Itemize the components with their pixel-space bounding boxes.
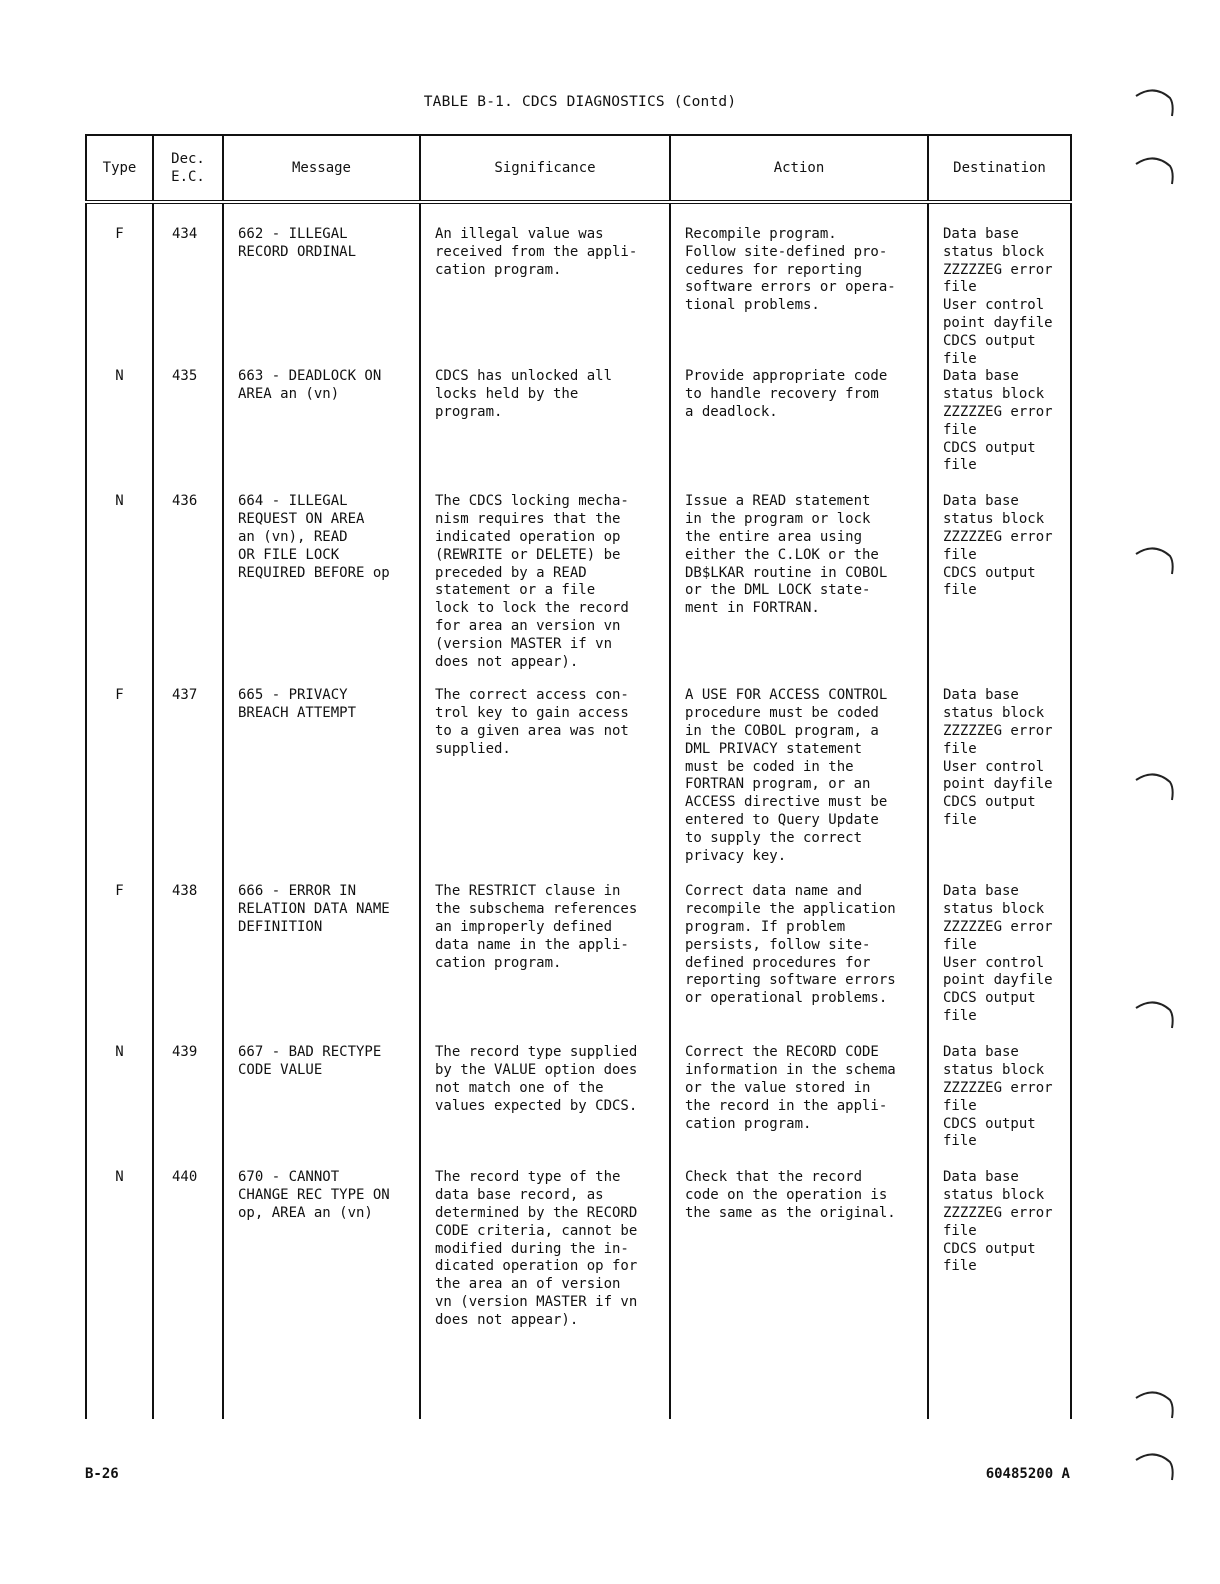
cell-action: Correct the RECORD CODE information in the schema or the value stored in the record in the appli- cation program. [670, 1044, 928, 1169]
cell-dec: 435 [153, 368, 223, 493]
punch-hole-mark-icon [1130, 82, 1178, 122]
cell-significance: An illegal value was received from the appli- cation program. [420, 202, 670, 368]
cell-significance: The RESTRICT clause in the subschema references an improperly defined data name in the appli- cation program. [420, 883, 670, 1044]
cell-message: 670 - CANNOT CHANGE REC TYPE ON op, AREA an (vn) [223, 1169, 420, 1359]
cell-message: 662 - ILLEGAL RECORD ORDINAL [223, 202, 420, 368]
header-destination: Destination [928, 135, 1071, 202]
cell-dec: 434 [153, 202, 223, 368]
page-title: TABLE B-1. CDCS DIAGNOSTICS (Contd) [423, 94, 737, 110]
table-filler-row [86, 1359, 1071, 1419]
cell-significance: The record type supplied by the VALUE option does not match one of the values expected by CDCS. [420, 1044, 670, 1169]
table-row [86, 687, 1071, 883]
cell-message: 666 - ERROR IN RELATION DATA NAME DEFINITION [223, 883, 420, 1044]
header-row [86, 135, 1071, 202]
header-message: Message [223, 135, 420, 202]
cell-message: 667 - BAD RECTYPE CODE VALUE [223, 1044, 420, 1169]
punch-hole-mark-icon [1130, 1384, 1178, 1424]
cell-type: N [86, 1044, 153, 1169]
header-type: Type [86, 135, 153, 202]
cell-destination: Data base status block ZZZZZEG error file User control point dayfile CDCS output file [928, 883, 1071, 1044]
table-row [86, 883, 1071, 1044]
cell-message: 665 - PRIVACY BREACH ATTEMPT [223, 687, 420, 883]
cell-type: N [86, 1169, 153, 1359]
cell-action: Correct data name and recompile the application program. If problem persists, follow site- defined procedures for reporting software errors or operational problems. [670, 883, 928, 1044]
cell-action: Issue a READ statement in the program or lock the entire area using either the C.LOK or the DB$LKAR routine in COBOL or the DML LOCK state- ment in FORTRAN. [670, 493, 928, 687]
cell-type: N [86, 368, 153, 493]
cell-destination: Data base status block ZZZZZEG error file User control point dayfile CDCS output file [928, 202, 1071, 368]
table-row [86, 1044, 1071, 1169]
punch-hole-mark-icon [1130, 540, 1178, 580]
cell-type: F [86, 202, 153, 368]
header-dec-ec: Dec. E.C. [153, 135, 223, 202]
table-row [86, 202, 1071, 368]
cell-action: A USE FOR ACCESS CONTROL procedure must be coded in the COBOL program, a DML PRIVACY statement must be coded in the FORTRAN program, or an ACCESS directive must be entered to Query Update to supply the correct privacy key. [670, 687, 928, 883]
cell-significance: The correct access con- trol key to gain access to a given area was not supplied. [420, 687, 670, 883]
cell-message: 663 - DEADLOCK ON AREA an (vn) [223, 368, 420, 493]
punch-hole-mark-icon [1130, 1446, 1178, 1486]
diagnostics-table [85, 134, 1072, 1419]
punch-hole-mark-icon [1130, 766, 1178, 806]
cell-dec: 438 [153, 883, 223, 1044]
page-number: B-26 [85, 1466, 119, 1482]
cell-message: 664 - ILLEGAL REQUEST ON AREA an (vn), READ OR FILE LOCK REQUIRED BEFORE op [223, 493, 420, 687]
cell-significance: CDCS has unlocked all locks held by the program. [420, 368, 670, 493]
document-number: 60485200 A [985, 1466, 1070, 1482]
cell-destination: Data base status block ZZZZZEG error file CDCS output file [928, 368, 1071, 493]
cell-dec: 437 [153, 687, 223, 883]
punch-hole-mark-icon [1130, 150, 1178, 190]
cell-significance: The CDCS locking mecha- nism requires that the indicated operation op (REWRITE or DELETE) be preceded by a READ statement or a file lock to lock the record for area an version vn (version MASTER if vn does not appear). [420, 493, 670, 687]
cell-dec: 439 [153, 1044, 223, 1169]
table-row [86, 368, 1071, 493]
cell-action: Recompile program. Follow site-defined pro- cedures for reporting software errors or opera- tional problems. [670, 202, 928, 368]
cell-type: F [86, 883, 153, 1044]
cell-action: Provide appropriate code to handle recovery from a deadlock. [670, 368, 928, 493]
cell-dec: 440 [153, 1169, 223, 1359]
cell-destination: Data base status block ZZZZZEG error file CDCS output file [928, 1044, 1071, 1169]
diagnostics-table-container [85, 134, 1070, 1410]
cell-significance: The record type of the data base record, as determined by the RECORD CODE criteria, cannot be modified during the in- dicated operation op for the area an of version vn (version MASTER if vn does not appear). [420, 1169, 670, 1359]
cell-destination: Data base status block ZZZZZEG error file CDCS output file [928, 1169, 1071, 1359]
cell-destination: Data base status block ZZZZZEG error file User control point dayfile CDCS output file [928, 687, 1071, 883]
cell-action: Check that the record code on the operation is the same as the original. [670, 1169, 928, 1359]
cell-destination: Data base status block ZZZZZEG error file CDCS output file [928, 493, 1071, 687]
header-significance: Significance [420, 135, 670, 202]
cell-type: F [86, 687, 153, 883]
cell-type: N [86, 493, 153, 687]
punch-hole-mark-icon [1130, 994, 1178, 1034]
table-row [86, 493, 1071, 687]
cell-dec: 436 [153, 493, 223, 687]
header-action: Action [670, 135, 928, 202]
table-row [86, 1169, 1071, 1359]
